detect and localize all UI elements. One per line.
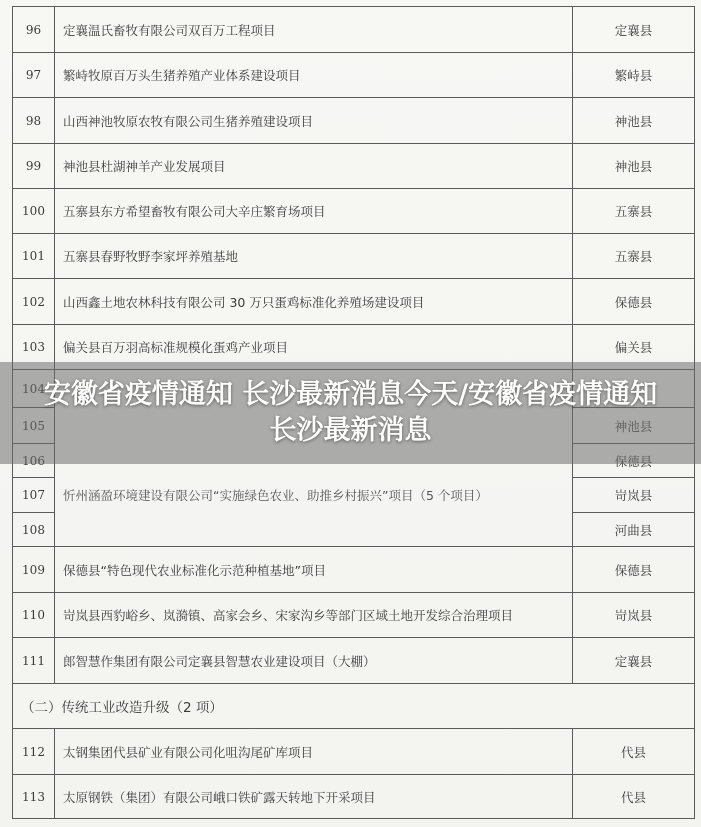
headline-banner (0, 362, 701, 464)
county-name: 神池县 (573, 144, 695, 189)
row-number: 100 (13, 189, 55, 234)
county-name: 神池县 (573, 98, 695, 144)
project-name: 定襄温氏畜牧有限公司双百万工程项目 (55, 7, 573, 53)
table-row (13, 144, 695, 189)
row-number: 109 (13, 547, 55, 593)
project-name: 太原钢铁（集团）有限公司峨口铁矿露天转地下开采项目 (55, 775, 573, 819)
county-name: 保德县 (573, 279, 695, 325)
project-name: 山西神池牧原农牧有限公司生猪养殖建设项目 (55, 98, 573, 144)
row-number: 102 (13, 279, 55, 325)
county-name: 定襄县 (573, 638, 695, 684)
county-name: 五寨县 (573, 189, 695, 234)
row-number: 103 (13, 325, 55, 370)
row-number: 101 (13, 234, 55, 279)
table-row (13, 53, 695, 98)
county-name: 岢岚县 (573, 593, 695, 638)
table-row (13, 98, 695, 144)
row-number: 112 (13, 729, 55, 775)
table-row (13, 234, 695, 279)
table-row (13, 638, 695, 684)
table-row (13, 189, 695, 234)
section-row (13, 684, 695, 729)
county-name: 保德县 (573, 547, 695, 593)
table-row (13, 593, 695, 638)
county-name: 代县 (573, 729, 695, 775)
county-name: 代县 (573, 775, 695, 819)
row-number: 111 (13, 638, 55, 684)
row-number: 107 (13, 478, 55, 513)
section-heading: （二）传统工业改造升级（2 项） (13, 684, 695, 729)
row-number: 108 (13, 513, 55, 547)
project-name: 神池县杜湖神羊产业发展项目 (55, 144, 573, 189)
project-name: 五寨县春野牧野李家坪养殖基地 (55, 234, 573, 279)
project-name: 太钢集团代县矿业有限公司化咀沟尾矿库项目 (55, 729, 573, 775)
project-name: 偏关县百万羽高标准规模化蛋鸡产业项目 (55, 325, 573, 370)
table-row (13, 279, 695, 325)
row-number: 110 (13, 593, 55, 638)
table-row (13, 729, 695, 775)
county-name: 岢岚县 (573, 478, 695, 513)
project-name: 郎智慧作集团有限公司定襄县智慧农业建设项目（大棚） (55, 638, 573, 684)
table-row (13, 7, 695, 53)
project-name: 繁峙牧原百万头生猪养殖产业体系建设项目 (55, 53, 573, 98)
county-name: 定襄县 (573, 7, 695, 53)
row-number: 97 (13, 53, 55, 98)
row-number: 96 (13, 7, 55, 53)
county-name: 五寨县 (573, 234, 695, 279)
project-name: 山西鑫土地农林科技有限公司 30 万只蛋鸡标准化养殖场建设项目 (55, 279, 573, 325)
county-name: 繁峙县 (573, 53, 695, 98)
row-number: 113 (13, 775, 55, 819)
project-name: 岢岚县西豹峪乡、岚漪镇、高家会乡、宋家沟乡等部门区域土地开发综合治理项目 (55, 593, 573, 638)
row-number: 99 (13, 144, 55, 189)
project-name: 保德县“特色现代农业标准化示范种植基地”项目 (55, 547, 573, 593)
table-row (13, 547, 695, 593)
table-row (13, 775, 695, 819)
county-name: 偏关县 (573, 325, 695, 370)
project-name: 五寨县东方希望畜牧有限公司大辛庄繁育场项目 (55, 189, 573, 234)
row-number: 98 (13, 98, 55, 144)
merged-project-name: 忻州涵盈环境建设有限公司“实施绿色农业、助推乡村振兴”项目（5 个项目） (55, 370, 573, 547)
headline-text: 安徽省疫情通知 长沙最新消息今天/安徽省疫情通知 长沙最新消息 (43, 379, 658, 446)
county-name: 河曲县 (573, 513, 695, 547)
